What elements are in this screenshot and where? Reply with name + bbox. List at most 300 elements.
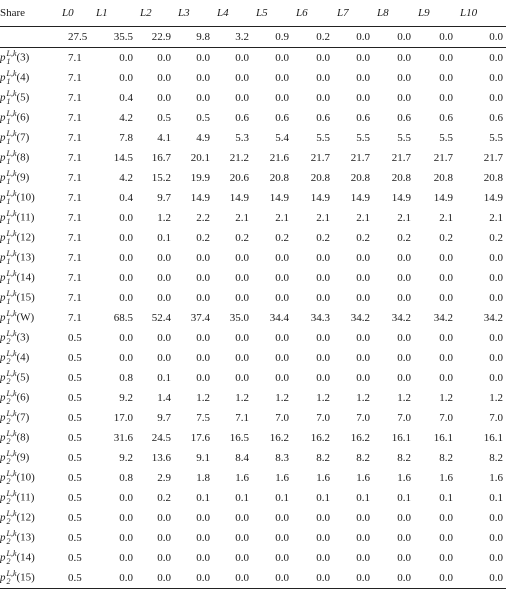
table-cell: 21.7 bbox=[483, 152, 503, 164]
table-cell: 9.2 bbox=[119, 452, 133, 464]
row-label-superscript: L,k bbox=[6, 469, 17, 478]
row-label-base: p bbox=[0, 371, 6, 384]
row-label-base: p bbox=[0, 231, 6, 244]
table-cell: 0.0 bbox=[275, 532, 289, 544]
row-label-indices bbox=[7, 310, 17, 326]
table-cell: 7.5 bbox=[196, 412, 210, 424]
table-cell: 7.0 bbox=[489, 412, 503, 424]
row-label-subscript: 1 bbox=[6, 217, 11, 226]
table-cell: 0.4 bbox=[119, 92, 133, 104]
table-cell: 0.1 bbox=[157, 372, 171, 384]
table-cell: 20.1 bbox=[190, 152, 210, 164]
table-row bbox=[0, 508, 506, 528]
table-cell: 21.7 bbox=[433, 152, 453, 164]
table-cell: 7.1 bbox=[68, 72, 82, 84]
table-cell: 0.1 bbox=[489, 492, 503, 504]
table-row bbox=[0, 88, 506, 108]
table-cell: 7.1 bbox=[68, 252, 82, 264]
table-cell: 0.1 bbox=[235, 492, 249, 504]
table-cell: 0.0 bbox=[275, 352, 289, 364]
row-label-argument: (W) bbox=[16, 311, 35, 324]
share-value: 0.0 bbox=[414, 27, 456, 48]
table-cell: 1.2 bbox=[157, 212, 171, 224]
row-label-indices bbox=[7, 570, 17, 586]
table-cell: 0.6 bbox=[235, 112, 249, 124]
table-cell: 34.3 bbox=[310, 312, 330, 324]
row-label-indices bbox=[7, 470, 17, 486]
table-cell: 7.1 bbox=[68, 152, 82, 164]
row-label-symbol bbox=[0, 510, 17, 526]
table-cell: 0.1 bbox=[157, 232, 171, 244]
row-label-superscript: L,k bbox=[6, 249, 17, 258]
row-label-base: p bbox=[0, 511, 6, 524]
row-label-superscript: L,k bbox=[6, 369, 17, 378]
row-label bbox=[0, 348, 58, 368]
row-label-superscript: L,k bbox=[6, 269, 17, 278]
table-cell: 0.5 bbox=[157, 112, 171, 124]
table-cell: 0.2 bbox=[157, 492, 171, 504]
table-cell: 37.4 bbox=[190, 312, 210, 324]
share-value: 0.0 bbox=[333, 27, 373, 48]
share-value: 0.2 bbox=[292, 27, 333, 48]
table-cell: 0.2 bbox=[397, 232, 411, 244]
row-label-superscript: L,k bbox=[6, 449, 17, 458]
table-cell: 20.8 bbox=[433, 172, 453, 184]
table-cell: 0.5 bbox=[68, 392, 82, 404]
table-cell: 14.9 bbox=[350, 192, 370, 204]
row-label-indices bbox=[7, 210, 17, 226]
row-label bbox=[0, 128, 58, 148]
row-label-base: p bbox=[0, 71, 6, 84]
row-label bbox=[0, 548, 58, 568]
row-label-argument: (13) bbox=[16, 251, 35, 264]
row-label bbox=[0, 108, 58, 128]
table-cell: 4.1 bbox=[157, 132, 171, 144]
table-cell: 9.7 bbox=[157, 412, 171, 424]
row-label-indices bbox=[7, 350, 17, 366]
table-cell: 0.0 bbox=[119, 352, 133, 364]
table-row bbox=[0, 468, 506, 488]
table-cell: 0.5 bbox=[68, 352, 82, 364]
row-label-subscript: 1 bbox=[6, 97, 11, 106]
table-row bbox=[0, 548, 506, 568]
row-label-argument: (5) bbox=[16, 371, 30, 384]
table-cell: 0.0 bbox=[119, 232, 133, 244]
table-cell: 14.9 bbox=[433, 192, 453, 204]
row-label-argument: (15) bbox=[16, 291, 35, 304]
table-cell: 0.0 bbox=[316, 272, 330, 284]
row-label bbox=[0, 88, 58, 108]
row-label-symbol bbox=[0, 210, 17, 226]
row-label-superscript: L,k bbox=[6, 409, 17, 418]
row-label bbox=[0, 448, 58, 468]
table-cell: 20.8 bbox=[483, 172, 503, 184]
share-value: 0.9 bbox=[252, 27, 292, 48]
table-cell: 4.2 bbox=[119, 172, 133, 184]
table-cell: 0.0 bbox=[397, 512, 411, 524]
table-cell: 20.8 bbox=[310, 172, 330, 184]
table-cell: 0.0 bbox=[397, 372, 411, 384]
row-label-base: p bbox=[0, 51, 6, 64]
table-cell: 52.4 bbox=[151, 312, 171, 324]
row-label-subscript: 1 bbox=[6, 57, 11, 66]
row-label-argument: (8) bbox=[16, 151, 30, 164]
row-label-symbol bbox=[0, 470, 17, 486]
row-label-symbol bbox=[0, 450, 17, 466]
table-cell: 0.5 bbox=[68, 472, 82, 484]
row-label-superscript: L,k bbox=[6, 329, 17, 338]
row-label bbox=[0, 368, 58, 388]
table-cell: 0.0 bbox=[316, 512, 330, 524]
table-cell: 0.0 bbox=[356, 92, 370, 104]
table-cell: 0.0 bbox=[439, 552, 453, 564]
row-label-argument: (10) bbox=[16, 471, 35, 484]
row-label bbox=[0, 488, 58, 508]
table-cell: 0.0 bbox=[174, 48, 213, 69]
table-cell: 0.6 bbox=[356, 112, 370, 124]
row-label-symbol bbox=[0, 90, 17, 106]
table-cell: 14.9 bbox=[190, 192, 210, 204]
row-label-superscript: L,k bbox=[6, 149, 17, 158]
table-cell: 8.2 bbox=[397, 452, 411, 464]
row-label bbox=[0, 228, 58, 248]
table-row bbox=[0, 148, 506, 168]
table-cell: 0.0 bbox=[439, 352, 453, 364]
row-label-symbol bbox=[0, 230, 17, 246]
table-cell: 0.0 bbox=[373, 568, 414, 589]
table-cell: 0.5 bbox=[68, 512, 82, 524]
table-cell: 0.8 bbox=[119, 372, 133, 384]
table-cell: 0.0 bbox=[235, 332, 249, 344]
row-label-subscript: 1 bbox=[6, 257, 11, 266]
table-cell: 0.0 bbox=[275, 272, 289, 284]
table-cell: 0.0 bbox=[397, 72, 411, 84]
table-cell: 7.1 bbox=[68, 232, 82, 244]
row-label-base: p bbox=[0, 271, 6, 284]
table-row bbox=[0, 408, 506, 428]
table-cell: 0.0 bbox=[439, 272, 453, 284]
row-label bbox=[0, 208, 58, 228]
row-label-symbol bbox=[0, 330, 17, 346]
row-label-subscript: 1 bbox=[6, 157, 11, 166]
row-label-symbol bbox=[0, 110, 17, 126]
table-row bbox=[0, 208, 506, 228]
table-cell: 0.0 bbox=[456, 568, 506, 589]
table-cell: 0.0 bbox=[119, 552, 133, 564]
row-label-indices bbox=[7, 450, 17, 466]
table-cell: 0.0 bbox=[196, 252, 210, 264]
row-label bbox=[0, 528, 58, 548]
table-cell: 0.0 bbox=[414, 568, 456, 589]
table-cell: 9.2 bbox=[119, 392, 133, 404]
table-cell: 7.1 bbox=[58, 48, 92, 69]
table-cell: 0.5 bbox=[68, 332, 82, 344]
table-cell: 0.0 bbox=[157, 272, 171, 284]
row-label-argument: (4) bbox=[16, 351, 30, 364]
table-row bbox=[0, 328, 506, 348]
column-header: L1 bbox=[96, 7, 108, 19]
row-label-base: p bbox=[0, 291, 6, 304]
table-cell: 35.0 bbox=[229, 312, 249, 324]
row-label-superscript: L,k bbox=[6, 529, 17, 538]
table-cell: 34.2 bbox=[391, 312, 411, 324]
table-cell: 0.0 bbox=[439, 252, 453, 264]
table-cell: 0.0 bbox=[275, 332, 289, 344]
share-value: 35.5 bbox=[92, 27, 136, 48]
table-cell: 0.0 bbox=[275, 252, 289, 264]
row-label-indices bbox=[7, 390, 17, 406]
table-cell: 16.2 bbox=[310, 432, 330, 444]
row-label-base: p bbox=[0, 471, 6, 484]
row-label-superscript: L,k bbox=[6, 189, 17, 198]
table-cell: 0.0 bbox=[275, 92, 289, 104]
table-cell: 0.0 bbox=[119, 512, 133, 524]
table-cell: 31.6 bbox=[113, 432, 133, 444]
row-label-argument: (3) bbox=[16, 331, 30, 344]
row-label-symbol bbox=[0, 350, 17, 366]
table-cell: 5.5 bbox=[489, 132, 503, 144]
table-cell: 0.0 bbox=[439, 92, 453, 104]
table-cell: 7.1 bbox=[68, 212, 82, 224]
table-cell: 14.9 bbox=[269, 192, 289, 204]
table-cell: 0.0 bbox=[356, 332, 370, 344]
row-label-subscript: 2 bbox=[6, 557, 11, 566]
table-cell: 0.5 bbox=[196, 112, 210, 124]
table-cell: 0.0 bbox=[373, 48, 414, 69]
table-row bbox=[0, 368, 506, 388]
row-label bbox=[0, 468, 58, 488]
row-label-superscript: L,k bbox=[6, 129, 17, 138]
row-label-symbol bbox=[0, 310, 17, 326]
table-cell: 0.0 bbox=[439, 372, 453, 384]
row-label bbox=[0, 388, 58, 408]
share-value: 27.5 bbox=[58, 27, 92, 48]
row-label-indices bbox=[7, 130, 17, 146]
table-row bbox=[0, 288, 506, 308]
share-header: Share bbox=[0, 7, 26, 19]
table-cell: 14.5 bbox=[113, 152, 133, 164]
table-cell: 0.0 bbox=[292, 48, 333, 69]
table-cell: 0.0 bbox=[356, 372, 370, 384]
table-cell: 9.1 bbox=[196, 452, 210, 464]
table-row bbox=[0, 388, 506, 408]
row-label-symbol bbox=[0, 570, 17, 586]
row-label-subscript: 2 bbox=[6, 457, 11, 466]
row-label-argument: (7) bbox=[16, 411, 30, 424]
table-cell: 1.6 bbox=[356, 472, 370, 484]
row-label-indices bbox=[7, 430, 17, 446]
table-cell: 7.0 bbox=[316, 412, 330, 424]
row-label-symbol bbox=[0, 270, 17, 286]
table-cell: 0.5 bbox=[68, 552, 82, 564]
column-header: L10 bbox=[460, 7, 478, 19]
row-label-superscript: L,k bbox=[6, 69, 17, 78]
row-label-argument: (7) bbox=[16, 131, 30, 144]
table-cell: 0.0 bbox=[489, 532, 503, 544]
row-label-symbol bbox=[0, 290, 17, 306]
table-cell: 7.1 bbox=[68, 192, 82, 204]
table-cell: 1.2 bbox=[196, 392, 210, 404]
table-cell: 2.1 bbox=[397, 212, 411, 224]
table-cell: 0.0 bbox=[196, 332, 210, 344]
row-label-indices bbox=[7, 290, 17, 306]
table-cell: 0.6 bbox=[489, 112, 503, 124]
row-label-symbol bbox=[0, 490, 17, 506]
table-cell: 9.7 bbox=[157, 192, 171, 204]
row-label bbox=[0, 568, 58, 589]
share-value: 0.0 bbox=[373, 27, 414, 48]
row-label-base: p bbox=[0, 431, 6, 444]
table-cell: 5.5 bbox=[316, 132, 330, 144]
table-cell: 0.2 bbox=[489, 232, 503, 244]
row-label-superscript: L,k bbox=[6, 89, 17, 98]
table-cell: 0.1 bbox=[356, 492, 370, 504]
table-cell: 0.0 bbox=[316, 532, 330, 544]
table-cell: 0.0 bbox=[489, 512, 503, 524]
table-cell: 0.0 bbox=[235, 552, 249, 564]
table-cell: 7.1 bbox=[235, 412, 249, 424]
table-cell: 24.5 bbox=[151, 432, 171, 444]
table-cell: 34.4 bbox=[269, 312, 289, 324]
row-label-argument: (15) bbox=[16, 571, 35, 584]
table-cell: 0.0 bbox=[119, 272, 133, 284]
table-cell: 0.0 bbox=[119, 532, 133, 544]
table-cell: 68.5 bbox=[113, 312, 133, 324]
table-cell: 0.0 bbox=[489, 272, 503, 284]
row-label-subscript: 1 bbox=[6, 297, 11, 306]
row-label-subscript: 2 bbox=[6, 417, 11, 426]
table-cell: 16.1 bbox=[391, 432, 411, 444]
table-cell: 0.0 bbox=[275, 372, 289, 384]
table-cell: 2.1 bbox=[489, 212, 503, 224]
table-cell: 16.1 bbox=[433, 432, 453, 444]
row-label-argument: (8) bbox=[16, 431, 30, 444]
share-value: 0.0 bbox=[456, 27, 506, 48]
table-cell: 1.2 bbox=[489, 392, 503, 404]
table-cell: 7.1 bbox=[68, 112, 82, 124]
row-label-argument: (10) bbox=[16, 191, 35, 204]
row-label-argument: (9) bbox=[16, 451, 30, 464]
row-label-argument: (11) bbox=[16, 491, 35, 504]
row-label bbox=[0, 248, 58, 268]
row-label bbox=[0, 288, 58, 308]
table-cell: 0.2 bbox=[196, 232, 210, 244]
table-cell: 7.0 bbox=[275, 412, 289, 424]
table-row bbox=[0, 108, 506, 128]
table-cell: 17.6 bbox=[190, 432, 210, 444]
row-label-indices bbox=[7, 230, 17, 246]
table-cell: 2.1 bbox=[316, 212, 330, 224]
table-cell: 2.1 bbox=[235, 212, 249, 224]
table-cell: 0.0 bbox=[356, 352, 370, 364]
table-cell: 19.9 bbox=[190, 172, 210, 184]
table-cell: 0.5 bbox=[68, 452, 82, 464]
row-label bbox=[0, 328, 58, 348]
table-cell: 0.1 bbox=[275, 492, 289, 504]
row-label-argument: (12) bbox=[16, 511, 35, 524]
table-cell: 34.2 bbox=[433, 312, 453, 324]
table-cell: 5.3 bbox=[235, 132, 249, 144]
table-row bbox=[0, 68, 506, 88]
table-cell: 16.7 bbox=[151, 152, 171, 164]
table-cell: 1.2 bbox=[275, 392, 289, 404]
share-value: 9.8 bbox=[174, 27, 213, 48]
table-cell: 0.0 bbox=[292, 568, 333, 589]
table-cell: 0.0 bbox=[275, 512, 289, 524]
table-cell: 8.2 bbox=[489, 452, 503, 464]
row-label-base: p bbox=[0, 391, 6, 404]
table-cell: 0.0 bbox=[414, 48, 456, 69]
column-header: L8 bbox=[377, 7, 389, 19]
table-cell: 16.5 bbox=[229, 432, 249, 444]
row-label-indices bbox=[7, 330, 17, 346]
row-label-symbol bbox=[0, 410, 17, 426]
table-cell: 20.8 bbox=[269, 172, 289, 184]
row-label-superscript: L,k bbox=[6, 309, 17, 318]
table-cell: 2.9 bbox=[157, 472, 171, 484]
table-cell: 21.7 bbox=[391, 152, 411, 164]
table-cell: 1.8 bbox=[196, 472, 210, 484]
table-cell: 34.2 bbox=[350, 312, 370, 324]
table-cell: 2.2 bbox=[196, 212, 210, 224]
table-cell: 0.0 bbox=[489, 292, 503, 304]
row-label bbox=[0, 268, 58, 288]
table-cell: 0.5 bbox=[68, 412, 82, 424]
table-row bbox=[0, 428, 506, 448]
table-cell: 0.0 bbox=[119, 332, 133, 344]
table-cell: 7.0 bbox=[439, 412, 453, 424]
row-label-symbol bbox=[0, 430, 17, 446]
table-cell: 1.6 bbox=[489, 472, 503, 484]
row-label-indices bbox=[7, 150, 17, 166]
row-label-subscript: 1 bbox=[6, 197, 11, 206]
table-row bbox=[0, 168, 506, 188]
row-label-subscript: 2 bbox=[6, 537, 11, 546]
row-label-symbol bbox=[0, 390, 17, 406]
table-cell: 0.0 bbox=[119, 72, 133, 84]
table-cell: 0.0 bbox=[196, 272, 210, 284]
table-cell: 0.0 bbox=[356, 552, 370, 564]
table-cell: 0.0 bbox=[316, 352, 330, 364]
table-cell: 0.0 bbox=[489, 332, 503, 344]
row-label-symbol bbox=[0, 70, 17, 86]
table-cell: 0.2 bbox=[439, 232, 453, 244]
table-cell: 0.0 bbox=[196, 532, 210, 544]
table-cell: 0.0 bbox=[157, 332, 171, 344]
row-label-base: p bbox=[0, 211, 6, 224]
table-cell: 0.0 bbox=[356, 252, 370, 264]
table-cell: 1.2 bbox=[316, 392, 330, 404]
share-value: 3.2 bbox=[213, 27, 252, 48]
table-cell: 0.0 bbox=[157, 352, 171, 364]
table-cell: 0.1 bbox=[196, 492, 210, 504]
column-header: L3 bbox=[178, 7, 190, 19]
row-label-superscript: L,k bbox=[6, 229, 17, 238]
row-label bbox=[0, 508, 58, 528]
row-label-subscript: 1 bbox=[6, 117, 11, 126]
row-label-symbol bbox=[0, 190, 17, 206]
row-label-argument: (13) bbox=[16, 531, 35, 544]
table-cell: 21.6 bbox=[269, 152, 289, 164]
table-cell: 0.0 bbox=[235, 92, 249, 104]
row-label bbox=[0, 188, 58, 208]
share-row bbox=[0, 27, 506, 48]
table-row bbox=[0, 528, 506, 548]
row-label-indices bbox=[7, 370, 17, 386]
table-row bbox=[0, 448, 506, 468]
table-cell: 0.0 bbox=[92, 48, 136, 69]
table-cell: 0.0 bbox=[489, 372, 503, 384]
